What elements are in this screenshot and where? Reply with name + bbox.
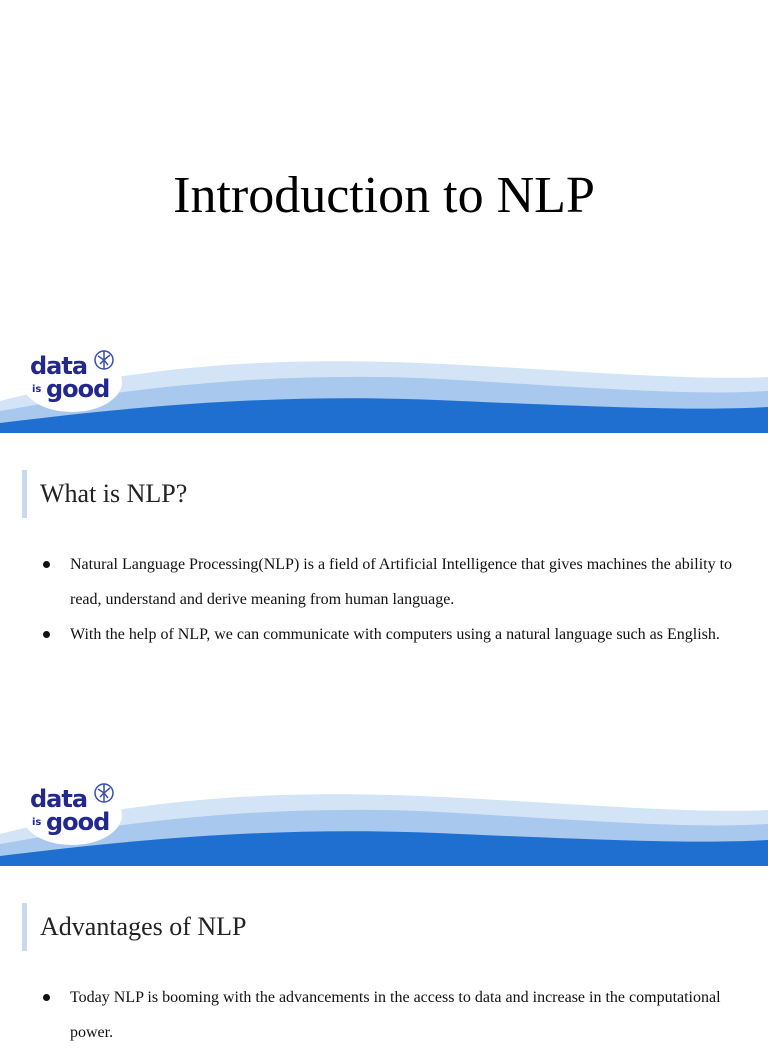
- slide-advantages-of-nlp: [0, 866, 768, 1041]
- logo-good-text: good: [46, 808, 110, 836]
- heading-accent-bar: [22, 470, 27, 518]
- list-item: [40, 617, 740, 652]
- bullet-list: [40, 547, 740, 652]
- bullet-text: With the help of NLP, we can communicate with computers using a natural language such as English.: [70, 626, 720, 643]
- bullet-text: Today NLP is booming with the advancements in the access to data and increase in the computational power.: [70, 989, 721, 1041]
- bullet-icon: [43, 631, 50, 638]
- logo-data-text: data: [30, 785, 88, 813]
- section-heading: What is NLP?: [40, 479, 188, 508]
- heading-accent-bar: [22, 903, 27, 951]
- logo-is-text: is: [32, 384, 42, 395]
- bullet-list: [40, 980, 740, 1050]
- data-is-good-logo: [22, 346, 126, 414]
- slide-what-is-nlp: [0, 433, 768, 866]
- data-is-good-logo: [22, 779, 126, 847]
- logo-good-text: good: [46, 375, 110, 403]
- slide-title-text: Introduction to NLP: [173, 167, 595, 224]
- bullet-icon: [43, 994, 50, 1001]
- list-item: [40, 980, 740, 1050]
- bullet-icon: [43, 561, 50, 568]
- logo-data-text: data: [30, 352, 88, 380]
- logo-is-text: is: [32, 817, 42, 828]
- section-heading: Advantages of NLP: [40, 912, 247, 941]
- bullet-text: Natural Language Processing(NLP) is a field of Artificial Intelligence that gives machines the ability to read, understand and derive meaning from human language.: [70, 556, 733, 608]
- slide-title: [0, 0, 768, 433]
- list-item: [40, 547, 740, 617]
